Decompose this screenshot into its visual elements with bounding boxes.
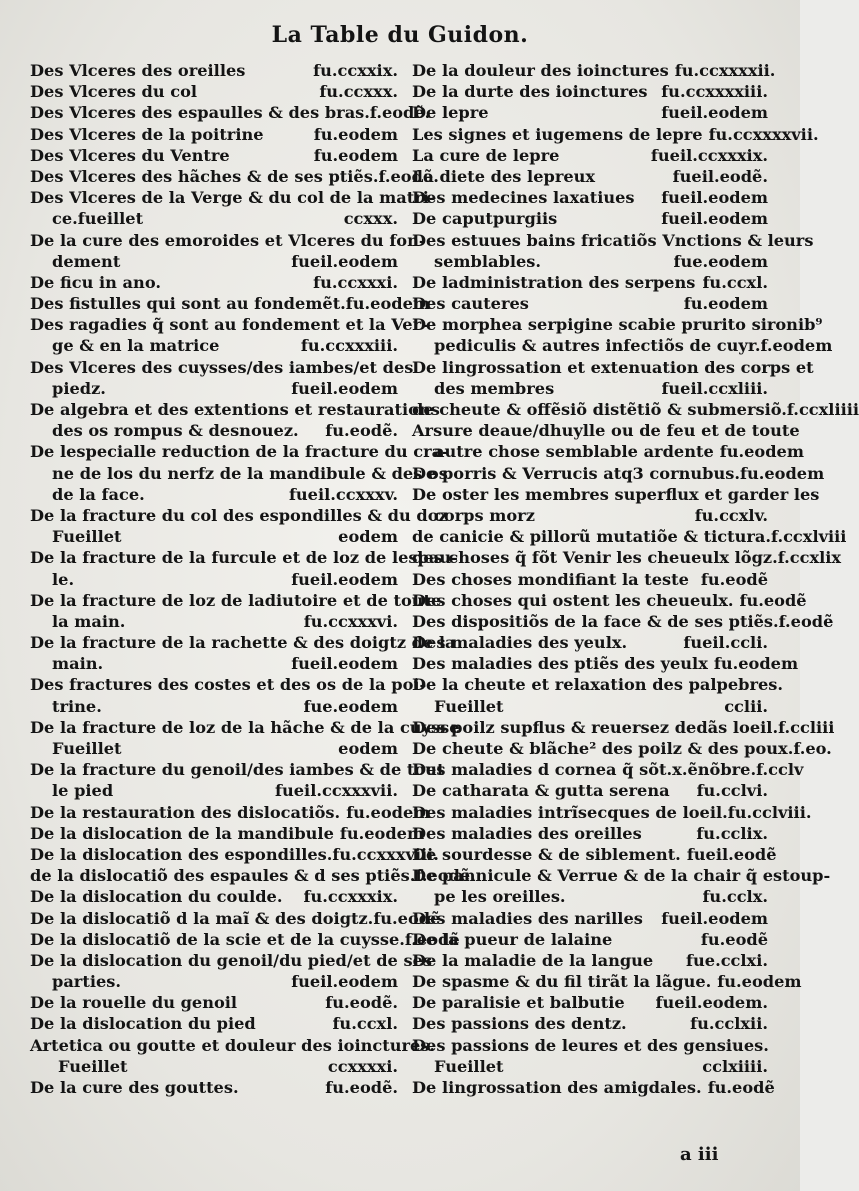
entry-text: La cure de lepre	[412, 145, 560, 165]
entry-text: parties.	[52, 972, 122, 992]
index-entry	[412, 632, 768, 653]
index-entry	[30, 378, 398, 399]
entry-text: ge & en la matrice	[52, 336, 220, 356]
entry-folio: fu.cclx.	[702, 887, 768, 907]
entry-text: corps morz	[434, 505, 535, 525]
entry-folio: fu.eodem	[683, 294, 768, 314]
entry-text: Des Vlceres du Ventre	[30, 145, 230, 165]
index-entry	[30, 335, 398, 356]
index-entry	[412, 399, 859, 420]
entry-text: De lingrossation et extenuation des corps et	[412, 357, 814, 377]
index-entry	[30, 950, 432, 971]
entry-folio: fu.ccxl.	[332, 1014, 398, 1034]
entry-folio: fueil.eodem	[661, 908, 768, 928]
entry-text: De la fracture du genoil/des iambes & de tout	[30, 760, 445, 780]
entry-folio: fueil.eodem	[291, 569, 398, 589]
entry-text: La diete des lepreux	[412, 166, 596, 186]
index-entry	[412, 611, 834, 632]
entry-text: De la cure des gouttes.	[30, 1078, 239, 1097]
entry-text: De la fracture de la rachette & des doigtz de la	[30, 633, 456, 653]
index-entry	[30, 124, 398, 145]
index-entry	[30, 166, 439, 187]
index-entry	[30, 738, 398, 759]
entry-text: Des fistulles qui sont au fondemẽt.fu.eodem	[30, 294, 431, 314]
entry-folio: fue.cclxi.	[686, 950, 768, 970]
entry-text: Des dispositiõs de la face & de ses ptiẽs.f.eodẽ	[412, 611, 834, 631]
entry-text: ce.fueillet	[52, 209, 144, 229]
entry-folio: cclii.	[724, 696, 768, 716]
index-entry	[412, 357, 814, 378]
entry-text: De la cure des emoroides et Vlceres du fon-	[30, 230, 426, 250]
index-entry	[412, 569, 768, 590]
entry-text: Des cauteres	[412, 294, 529, 314]
entry-folio: fueil.eodẽ.	[672, 166, 768, 186]
index-entry	[30, 1056, 398, 1077]
entry-text: des choses q̃ fõt Venir les cheueulx lõgz.f.ccxlix	[412, 548, 842, 568]
index-entry	[412, 230, 814, 251]
index-entry	[30, 251, 398, 272]
entry-text: de la face.	[52, 484, 145, 504]
entry-text: De ficu in ano.	[30, 272, 161, 292]
index-entry	[412, 208, 768, 229]
entry-text: De la dislocation de la mandibule	[30, 823, 334, 843]
index-entry	[412, 1056, 768, 1077]
entry-text: De la dislocation du coulde.	[30, 887, 283, 907]
index-entry	[412, 823, 768, 844]
entry-text: de la dislocatiõ des espaules & d ses ptiẽs.f.eodẽ.	[30, 866, 476, 886]
index-entry	[412, 929, 768, 950]
entry-text: De paralisie et balbutie	[412, 993, 625, 1013]
index-entry	[30, 802, 431, 823]
index-entry	[30, 230, 426, 251]
index-entry	[412, 335, 833, 356]
entry-folio: fu.ccxxxxvii.	[708, 124, 819, 144]
index-entry	[412, 717, 835, 738]
index-entry	[412, 272, 768, 293]
entry-text: le pied	[52, 781, 114, 801]
entry-folio: fueil.eodem	[291, 972, 398, 992]
index-entry	[412, 759, 804, 780]
entry-text: Des maladies d cornea q̃ sõt.x.ẽnõbre.f.cclv	[412, 760, 804, 780]
index-entry	[30, 780, 398, 801]
entry-folio: fueil.eodem.	[655, 993, 768, 1013]
index-entry	[30, 1035, 436, 1056]
index-entry	[412, 1077, 775, 1098]
entry-text: Des medecines laxatiues	[412, 188, 635, 208]
entry-text: De la rouelle du genoil	[30, 993, 238, 1013]
entry-text: pediculis & autres infectiõs de cuyr.f.eodem	[434, 336, 833, 356]
entry-folio: fu.ccxxx.	[319, 82, 398, 102]
entry-folio: fu.eodem	[313, 145, 398, 165]
entry-text: De lingrossation des amigdales.	[412, 1078, 702, 1097]
entry-text: Des fractures des costes et des os de la poi-	[30, 675, 427, 695]
entry-text: De algebra et des extentions et restaurations	[30, 400, 440, 419]
entry-folio: fu.ccxxxix.	[303, 887, 398, 907]
entry-folio: fueil.ccxxxix.	[650, 145, 768, 165]
entry-text: Des maladies intrĩsecques de loeil.fu.cclviii.	[412, 802, 812, 822]
index-entry	[30, 102, 431, 123]
entry-text: Arsure deaue/dhuylle ou de feu et de toute	[412, 421, 800, 441]
entry-folio: fu.ccxxxxiii.	[661, 82, 768, 102]
index-entry	[412, 780, 768, 801]
index-entry	[30, 208, 398, 229]
entry-text: des os rompus & desnouez.	[52, 421, 299, 441]
entry-text: De porris & Verrucis atq3 cornubus.fu.eodem	[412, 463, 825, 483]
entry-text: Fueillet	[434, 696, 504, 716]
index-entry	[412, 124, 819, 145]
index-entry	[30, 1013, 398, 1034]
index-entry	[30, 145, 398, 166]
entry-text: Artetica ou goutte et douleur des ioinctures.	[30, 1035, 436, 1055]
index-entry	[412, 293, 768, 314]
index-entry	[412, 166, 768, 187]
index-entry	[30, 823, 425, 844]
entry-text: De la fracture de loz de ladiutoire et de toute	[30, 590, 442, 610]
entry-text: De la dislocation du genoil/du pied/et de ses	[30, 950, 432, 970]
entry-text: De sourdesse & de siblement.	[412, 844, 681, 864]
entry-text: Des maladies des ptiẽs des yeulx	[412, 654, 708, 674]
index-entry	[30, 653, 398, 674]
entry-text: le.	[52, 569, 75, 589]
index-entry	[30, 547, 458, 568]
entry-text: ne de los du nerfz de la mandibule & des os	[52, 463, 448, 483]
index-entry	[30, 611, 398, 632]
entry-text: Des Vlceres des espaulles & des bras.f.eodẽ.	[30, 103, 431, 123]
right-column	[412, 60, 859, 1098]
entry-text: De la restauration des dislocatiõs.	[30, 802, 341, 822]
entry-folio: ccxxxxi.	[327, 1056, 398, 1076]
entry-folio: fu.eodẽ	[700, 929, 768, 949]
entry-text: Fueillet	[58, 1056, 128, 1076]
entry-text: Des Vlceres de la poitrine	[30, 124, 264, 144]
index-entry	[30, 717, 460, 738]
entry-text: Les signes et iugemens de lepre	[412, 124, 703, 144]
entry-text: pe les oreilles.	[434, 887, 566, 907]
signature-mark: a iii	[680, 1144, 719, 1165]
entry-text: dement	[52, 251, 121, 271]
index-entry	[30, 590, 442, 611]
index-entry	[412, 378, 768, 399]
entry-folio: fueil.eodem	[291, 654, 398, 674]
entry-text: des membres	[434, 378, 555, 398]
index-entry	[412, 484, 820, 505]
entry-folio: fu.eodem	[719, 442, 804, 462]
index-entry	[412, 505, 768, 526]
entry-text: Des choses mondifiant la teste	[412, 569, 689, 589]
entry-folio: eodem	[338, 739, 398, 758]
entry-folio: fu.ccxxxi.	[313, 272, 398, 292]
entry-folio: fu.eodem	[313, 124, 398, 144]
entry-folio: fueil.eodem	[291, 378, 398, 398]
index-entry	[412, 441, 804, 462]
entry-text: De la dislocation des espondilles.fu.ccxxxviii.	[30, 844, 439, 864]
index-entry	[412, 738, 832, 759]
index-entry	[30, 505, 448, 526]
index-entry	[412, 844, 777, 865]
entry-text: De caputpurgiis	[412, 209, 558, 229]
entry-text: Des Vlceres des hãches & de ses ptiẽs.f.eodẽ.	[30, 166, 439, 186]
index-entry	[412, 251, 768, 272]
index-entry	[30, 187, 436, 208]
entry-text: De lespecialle reduction de la fracture du cra-	[30, 442, 449, 462]
entry-folio: fu.cclxii.	[690, 1014, 768, 1034]
index-entry	[412, 865, 831, 886]
index-entry	[30, 484, 398, 505]
entry-folio: fu.ccxxxvi.	[303, 611, 398, 631]
index-entry	[412, 886, 768, 907]
index-entry	[30, 293, 431, 314]
entry-folio: fueil.ccxxxvii.	[275, 781, 398, 801]
index-entry	[30, 357, 414, 378]
entry-folio: eodem	[338, 527, 398, 547]
entry-text: Des passions des dentz.	[412, 1014, 627, 1034]
index-entry	[30, 632, 456, 653]
entry-text: de canicie & pillorũ mutatiõe & tictura.f.ccxlviii	[412, 527, 847, 547]
entry-text: De la douleur des ioinctures	[412, 61, 669, 80]
index-entry	[30, 463, 448, 484]
index-entry	[30, 272, 398, 293]
entry-text: De la durte des ioinctures	[412, 82, 648, 102]
entry-folio: fue.eodem	[303, 696, 398, 716]
index-entry	[30, 399, 440, 420]
entry-folio: fu.cclvi.	[696, 781, 768, 801]
entry-folio: cclxiiii.	[702, 1056, 768, 1076]
entry-text: Des choses qui ostent les cheueulx.	[412, 590, 734, 610]
entry-text: Des maladies des narilles	[412, 908, 643, 928]
entry-folio: fu.eodẽ	[707, 1078, 775, 1097]
entry-text: De la pueur de lalaine	[412, 929, 613, 949]
index-entry	[412, 102, 768, 123]
entry-folio: fu.eodẽ	[700, 569, 768, 589]
index-entry	[30, 908, 441, 929]
entry-folio: fu.ccxxxxii.	[674, 61, 776, 80]
entry-text: De morphea serpigine scabie prurito sironib⁹	[412, 315, 823, 335]
entry-folio: fue.eodem	[673, 251, 768, 271]
entry-text: De cheute & blãche² des poilz & des poux.f.eo.	[412, 739, 832, 758]
entry-text: Des poilz supflus & reuersez dedãs loeil.f.ccliii	[412, 717, 835, 737]
entry-text: De la fracture de loz de la hãche & de la cuysse	[30, 717, 460, 737]
entry-folio: fu.eodẽ.	[325, 421, 398, 441]
entry-folio: fueil.ccxxxv.	[288, 484, 398, 504]
index-entry	[412, 314, 823, 335]
index-entry	[30, 60, 398, 81]
index-entry	[30, 81, 398, 102]
index-entry	[30, 971, 398, 992]
entry-folio: fu.eodẽ.	[325, 993, 398, 1013]
entry-text: la main.	[52, 611, 126, 631]
entry-folio: fu.eodẽ	[739, 590, 807, 610]
entry-folio: fu.ccxl.	[702, 272, 768, 292]
index-entry	[30, 674, 427, 695]
entry-text: De la dislocatiõ d la maĩ & des doigtz.fu.eodẽ	[30, 908, 441, 928]
entry-text: De catharata & gutta serena	[412, 781, 670, 801]
entry-text: de cheute & offẽsiõ distẽtiõ & submersiõ.f.ccxliiii	[412, 400, 859, 419]
entry-text: De spasme & du fil tirãt la lãgue.	[412, 972, 712, 992]
index-entry	[30, 844, 439, 865]
entry-text: Des Vlceres de la Verge & du col de la matri-	[30, 188, 436, 208]
entry-folio: fu.eodem	[713, 654, 799, 674]
index-entry	[412, 145, 768, 166]
entry-folio: fu.eodem	[339, 823, 425, 843]
index-entry	[30, 526, 398, 547]
entry-text: Fueillet	[52, 527, 122, 547]
index-entry	[412, 463, 825, 484]
entry-folio: fu.eodem	[717, 972, 802, 992]
index-entry	[412, 653, 799, 674]
index-entry	[412, 696, 768, 717]
entry-text: De ladministration des serpens	[412, 272, 696, 292]
index-entry	[412, 590, 807, 611]
entry-text: De lepre	[412, 103, 489, 123]
index-entry	[412, 1035, 768, 1056]
entry-folio: fu.eodẽ.	[325, 1078, 398, 1097]
entry-text: Des maladies des oreilles	[412, 823, 642, 843]
entry-folio: fu.cclix.	[696, 823, 768, 843]
index-entry	[30, 1077, 398, 1098]
index-entry	[412, 547, 842, 568]
entry-text: De la maladie de la langue	[412, 950, 654, 970]
entry-text: De la cheute et relaxation des palpebres.	[412, 675, 784, 695]
entry-text: De la dislocation du pied	[30, 1014, 256, 1034]
entry-text: piedz.	[52, 378, 106, 398]
index-entry	[30, 696, 398, 717]
entry-text: Des passions de leures et des gensiues.	[412, 1035, 769, 1055]
index-entry	[30, 420, 398, 441]
entry-text: Fueillet	[52, 739, 122, 758]
entry-folio: fueil.eodem	[661, 103, 768, 123]
entry-folio: fueil.eodẽ	[686, 844, 777, 864]
index-entry	[412, 1013, 768, 1034]
entry-folio: fu.eodem	[346, 802, 431, 822]
index-entry	[412, 420, 800, 441]
index-entry	[412, 950, 768, 971]
index-entry	[30, 759, 445, 780]
index-entry	[30, 929, 460, 950]
entry-folio: fueil.ccxliii.	[661, 378, 768, 398]
index-entry	[412, 526, 847, 547]
entry-folio: ccxxx.	[343, 209, 398, 229]
entry-text: main.	[52, 654, 104, 674]
index-entry	[412, 802, 812, 823]
index-entry	[412, 674, 784, 695]
entry-folio: fueil.ccli.	[683, 633, 768, 653]
entry-folio: fueil.eodem	[661, 188, 768, 208]
entry-text: De pannicule & Verrue & de la chair q̃ estoup-	[412, 866, 831, 886]
page-header: La Table du Guidon.	[271, 22, 529, 48]
index-entry	[30, 441, 449, 462]
entry-text: Des Vlceres des cuysses/des iambes/et des	[30, 357, 414, 377]
entry-text: trine.	[52, 696, 102, 716]
entry-text: Fueillet	[434, 1056, 504, 1076]
entry-text: De la fracture de la furcule et de loz de lespau-	[30, 548, 458, 568]
index-entry	[412, 971, 802, 992]
entry-text: Des ragadies q̃ sont au fondement et la Ver-	[30, 315, 428, 335]
index-entry	[30, 992, 398, 1013]
entry-folio: fu.ccxlv.	[694, 505, 768, 525]
index-entry	[412, 187, 768, 208]
entry-text: autre chose semblable ardente	[434, 442, 714, 462]
index-entry	[412, 81, 768, 102]
index-entry	[30, 865, 476, 886]
entry-folio: fueil.eodem	[291, 251, 398, 271]
index-entry	[30, 569, 398, 590]
entry-folio: fueil.eodem	[661, 209, 768, 229]
index-entry	[412, 992, 768, 1013]
entry-text: Des Vlceres du col	[30, 82, 198, 102]
index-entry	[412, 60, 776, 81]
index-entry	[412, 908, 768, 929]
entry-text: Des maladies des yeulx.	[412, 633, 628, 653]
index-entry	[30, 314, 428, 335]
entry-text: Des Vlceres des oreilles	[30, 61, 246, 80]
entry-text: De oster les membres superflux et garder les	[412, 484, 820, 504]
entry-text: semblables.	[434, 251, 542, 271]
entry-text: De la dislocatiõ de la scie et de la cuysse.f.eodẽ	[30, 929, 460, 949]
entry-folio: fu.ccxxxiii.	[300, 336, 398, 356]
entry-text: Des estuues bains fricatiõs Vnctions & leurs	[412, 230, 814, 250]
index-entry	[30, 886, 398, 907]
entry-text: De la fracture du col des espondilles & du doz	[30, 505, 448, 525]
entry-folio: fu.ccxxix.	[313, 61, 398, 80]
